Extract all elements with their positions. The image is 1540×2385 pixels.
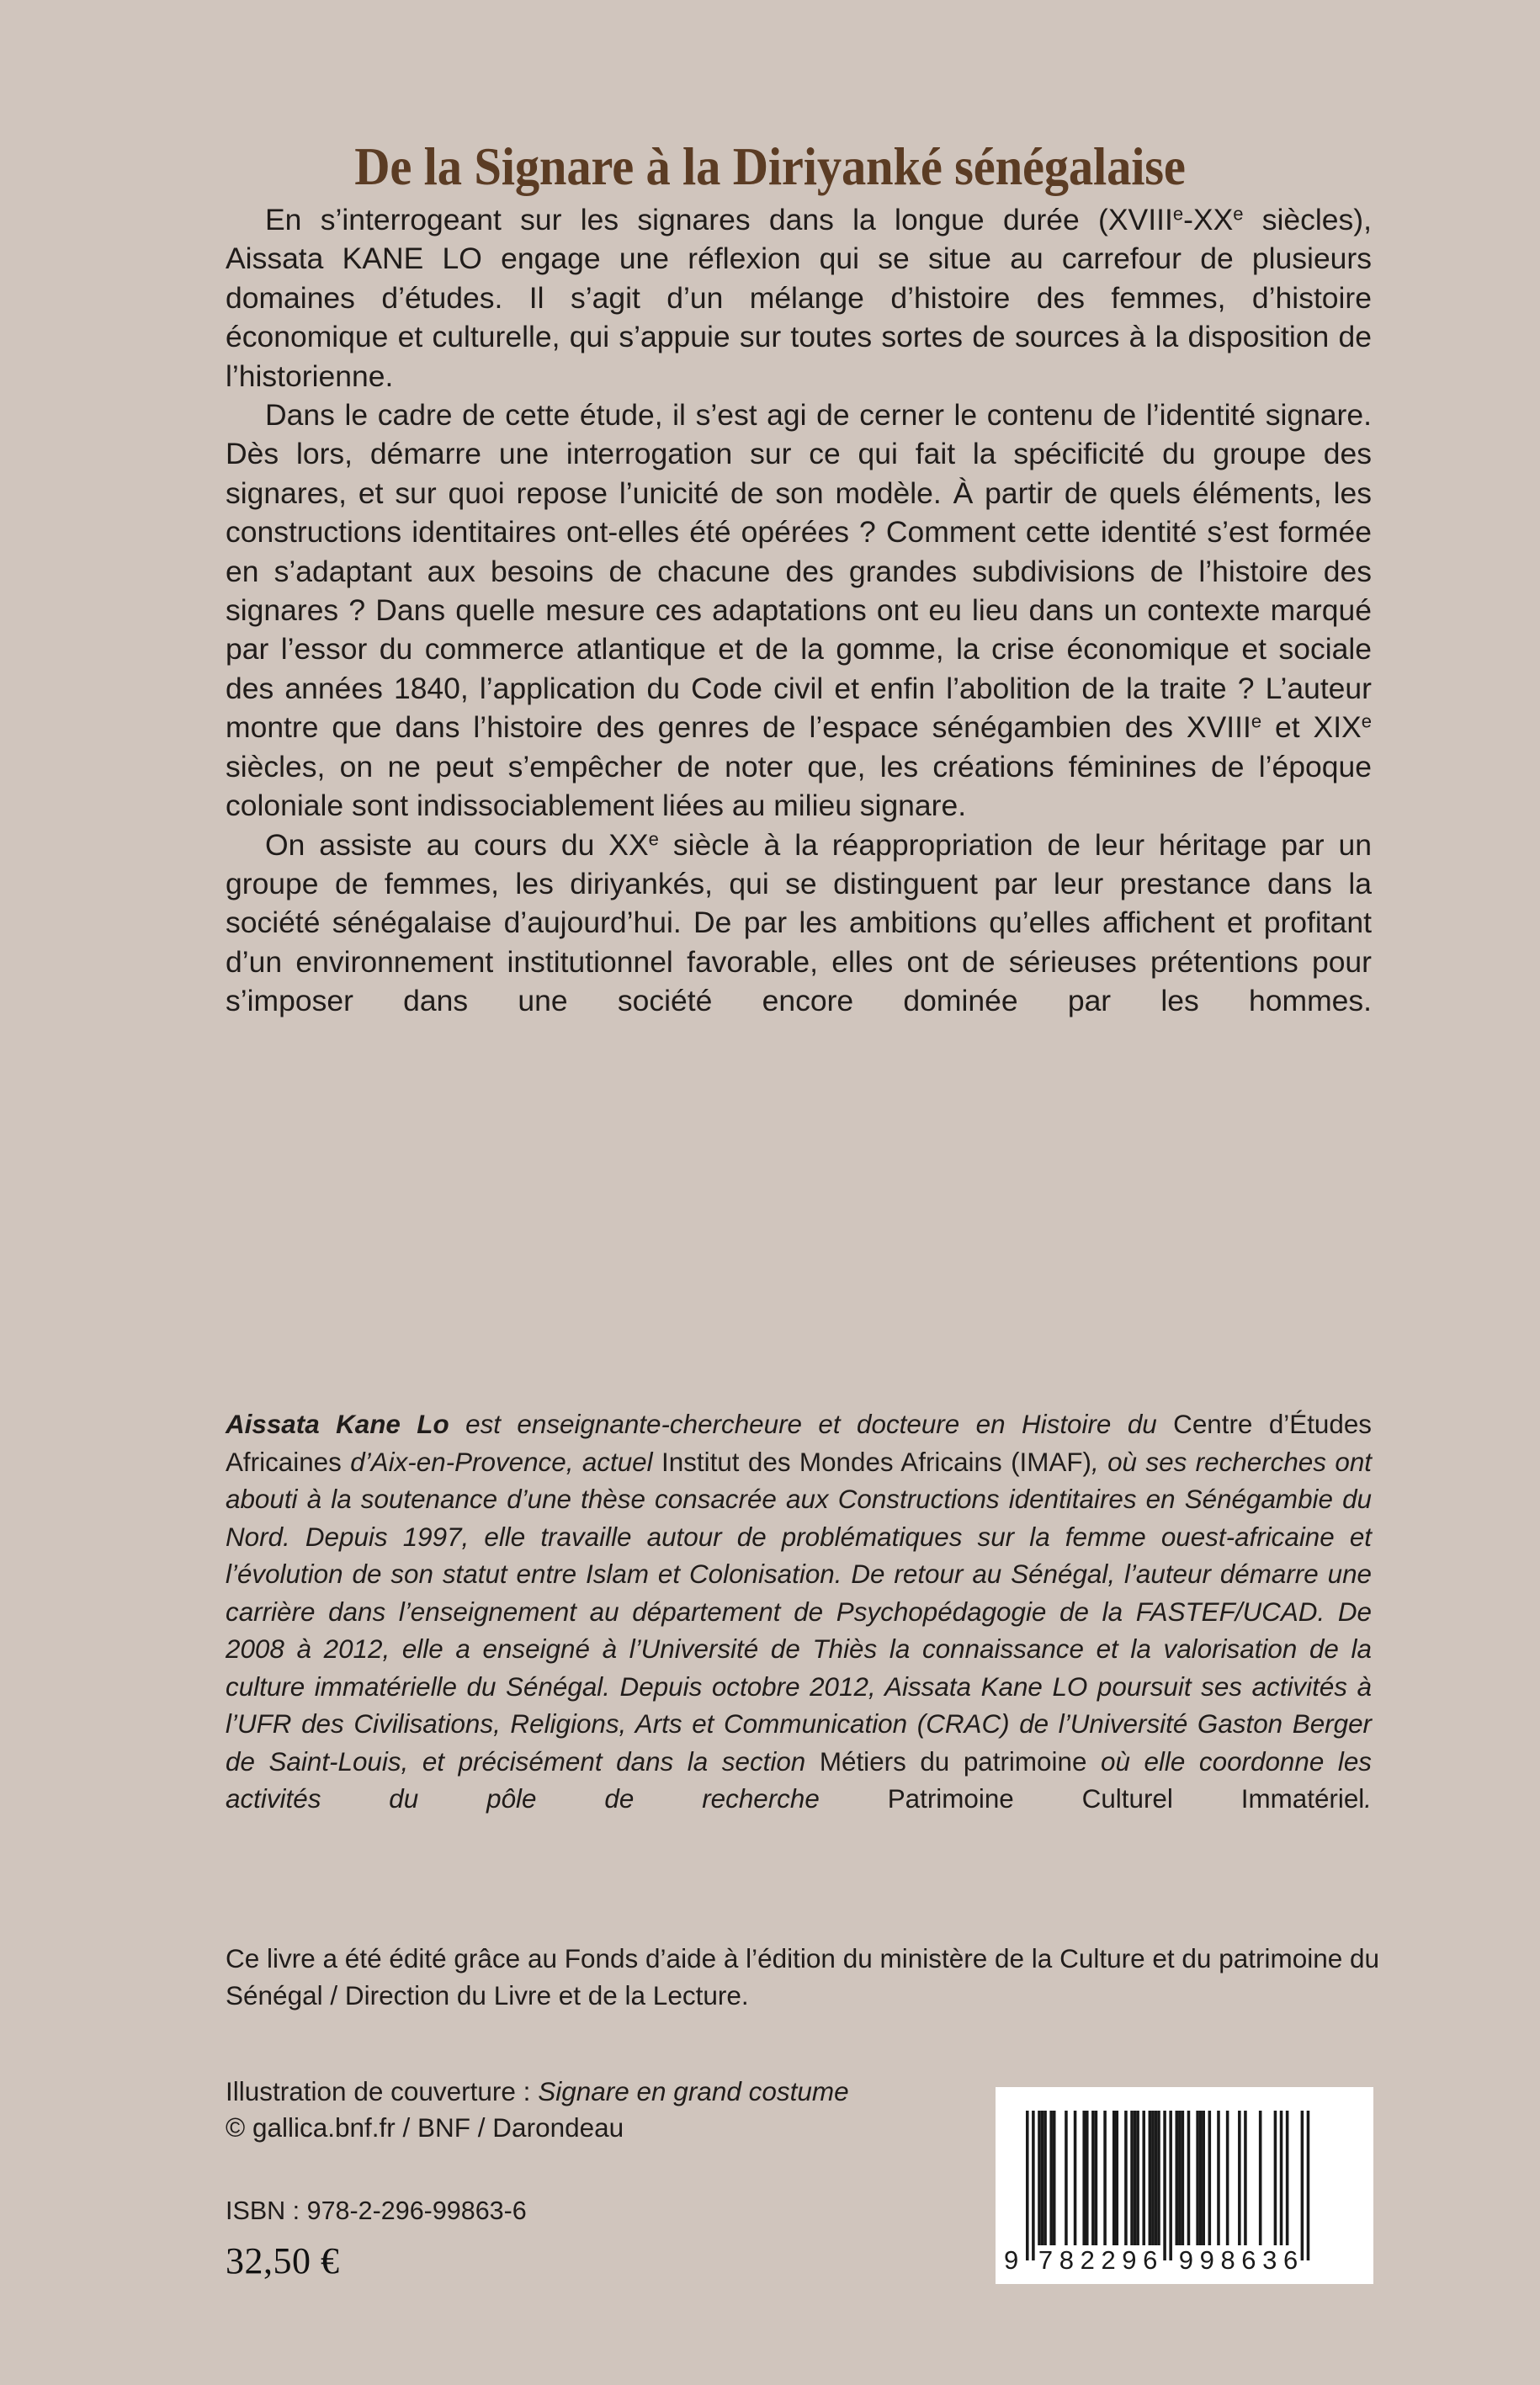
bio-segment-1: est enseignante-chercheure et docteure en Histoire du (449, 1410, 1174, 1439)
svg-text:2: 2 (1101, 2245, 1116, 2275)
svg-text:3: 3 (1262, 2245, 1277, 2275)
bio-institution-2: Institut des Mondes Africains (IMAF) (661, 1447, 1091, 1477)
price-text: 32,50 € (226, 2240, 340, 2281)
author-bio-paragraph (226, 1406, 1372, 1856)
copyright-line: © gallica.bnf.fr / BNF / Darondeau (226, 2112, 624, 2143)
bio-segment-5: . (1364, 1784, 1372, 1814)
author-name: Aissata Kane Lo (226, 1410, 449, 1439)
blurb-paragraph-2 (226, 396, 1372, 825)
funding-note: Ce livre a été édité grâce au Fonds d’aide à l’édition du ministère de la Culture et du patrimoine du Sénégal / Direction du Livre et de la Lecture. (226, 1943, 1380, 2011)
svg-text:8: 8 (1059, 2245, 1075, 2275)
blurb-p1-text-c: siècles), Aissata KANE LO engage une réflexion qui se situe au carrefour de plusieurs domaines d’études. Il s’agit d’un mélange d’histoire des femmes, d’histoire économique et culturelle, qui s’appuie sur toutes sortes de sources à la disposition de l’historienne. (226, 203, 1372, 393)
svg-text:6: 6 (1283, 2245, 1298, 2275)
cover-credits (226, 2074, 983, 2146)
illustration-label: Illustration de couverture : (226, 2076, 539, 2106)
ordinal-superscript-5: e (648, 828, 659, 850)
author-biography (226, 1406, 1372, 1856)
bio-institution-1: Centre d’Études Africaines (226, 1410, 1372, 1477)
svg-text:9: 9 (1178, 2245, 1194, 2275)
svg-text:6: 6 (1143, 2245, 1158, 2275)
ordinal-superscript-4: e (1361, 710, 1372, 732)
svg-text:9: 9 (1199, 2245, 1214, 2275)
svg-text:6: 6 (1241, 2245, 1256, 2275)
svg-text:9: 9 (1122, 2245, 1137, 2275)
svg-text:8: 8 (1220, 2245, 1235, 2275)
svg-text:2: 2 (1080, 2245, 1095, 2275)
svg-text:7: 7 (1038, 2245, 1054, 2275)
ordinal-superscript-3: e (1251, 710, 1262, 732)
illustration-credit-line (226, 2074, 983, 2110)
blurb-p1-text-a: En s’interrogeant sur les signares dans la longue durée (XVIII (265, 203, 1173, 236)
blurb-p2-text-b: et XIX (1261, 710, 1362, 745)
bio-research-pole: Patrimoine Culturel Immatériel (887, 1784, 1365, 1814)
barcode-container (996, 2087, 1373, 2284)
blurb-p2-text-a: Dans le cadre de cette étude, il s’est agi de cerner le contenu de l’identité signare. Dès lors, démarre une interrogation sur ce qui fait la spécificité du groupe des signares, et sur quoi repose l’unicité de son modèle. À partir de quels éléments, les constructions identitaires ont-elles été opérées ? Comment cette identité s’est formée en s’adaptant aux besoins de chacune des grandes subdivisions de l’histoire des signares ? Dans quelle mesure ces adaptations ont eu lieu dans un contexte marqué par l’essor du commerce atlantique et de la gomme, la crise économique et sociale des années 1840, l’application du Code civil et enfin l’abolition de la traite ? L’auteur montre que dans l’histoire des genres de l’espace sénégambien des XVIII (226, 398, 1372, 745)
blurb-p3-text-b: siècle à la réappropriation de leur héritage par un groupe de femmes, les diriyankés, qui se distinguent par leur prestance dans la société sénégalaise d’aujourd’hui. De par les ambitions qu’elles affichent et profitant d’un environnement institutionnel favorable, elles ont de sérieuses prétentions pour s’imposer dans une société encore dominée par les hommes. (226, 827, 1372, 1018)
blurb-paragraph-1 (226, 200, 1372, 396)
isbn-text: ISBN : 978-2-296-99863-6 (226, 2196, 527, 2225)
barcode-inner (996, 2087, 1373, 2284)
bio-section-name: Métiers du patrimoine (819, 1746, 1087, 1777)
blurb-paragraph-3 (226, 826, 1372, 1060)
bio-segment-3: , où ses recherches ont abouti à la soutenance d’une thèse consacrée aux Constructions identitaires en Sénégambie du Nord. Depuis 1997, elle travaille autour de problématiques sur la femme ouest-africaine et l’évolution de son statut entre Islam et Colonisation. De retour au Sénégal, l’auteur démarre une carrière dans l’enseignement au département de Psychopédagogie de la FASTEF/UCAD. De 2008 à 2012, elle a enseigné à l’Université de Thiès la connaissance et la valorisation de la culture immatérielle du Sénégal. Depuis octobre 2012, Aissata Kane LO poursuit ses activités à l’UFR des Civilisations, Religions, Arts et Communication (CRAC) de l’Université Gaston Berger de Saint-Louis, et précisément dans la section (226, 1447, 1372, 1777)
ordinal-superscript-2: e (1233, 203, 1244, 225)
blurb-p2-text-c: siècles, on ne peut s’empêcher de noter que, les créations féminines de l’époque coloniale sont indissociablement liées au milieu signare. (226, 749, 1372, 823)
svg-text:9: 9 (1004, 2245, 1019, 2275)
ean13-barcode-icon (996, 2087, 1373, 2284)
bio-segment-2: d’Aix-en-Provence, actuel (341, 1447, 662, 1477)
bio-segment-4: où elle coordonne les activités du pôle de recherche (226, 1746, 1372, 1814)
book-blurb (226, 200, 1372, 1060)
ordinal-superscript-1: e (1172, 203, 1184, 225)
blurb-p1-text-b: -XX (1183, 203, 1234, 236)
blurb-p3-text-a: On assiste au cours du XX (265, 827, 649, 862)
page-title: De la Signare à la Diriyanké sénégalaise (354, 137, 1186, 197)
illustration-title: Signare en grand costume (538, 2076, 849, 2106)
